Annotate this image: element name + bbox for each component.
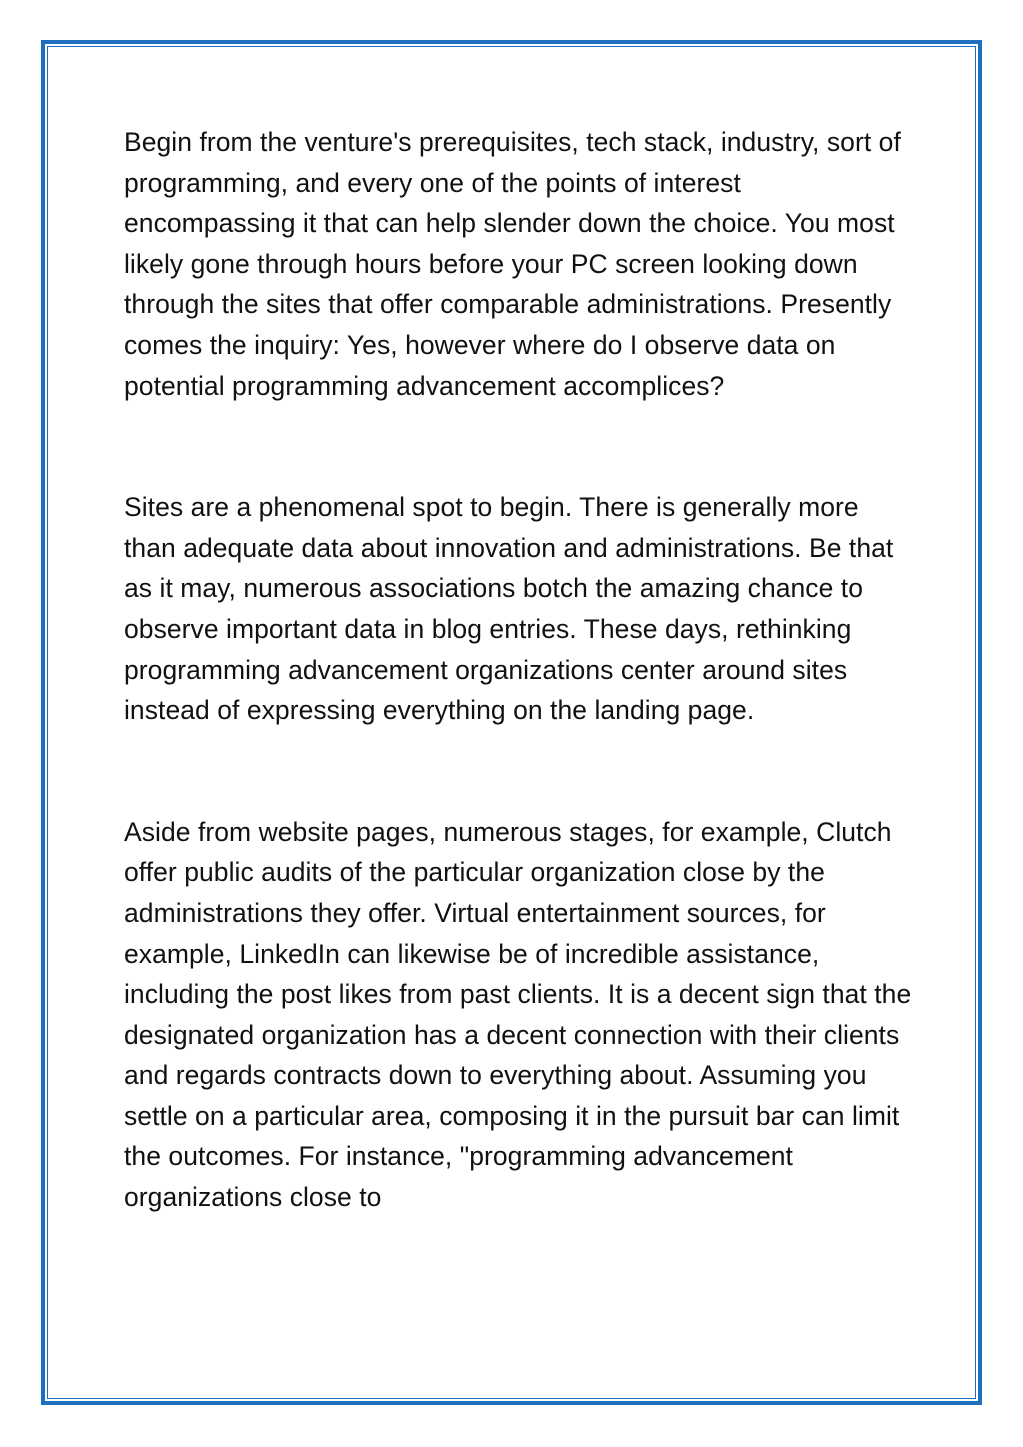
paragraph-2: Sites are a phenomenal spot to begin. There is generally more than adequate data about innovation and administrations. Be that as it may, numerous associations botch the amazing chance to observe important data in blog entries. These days, rethinking programming advancement organizations center around sites instead of expressing everything on the landing page. bbox=[124, 492, 894, 726]
document-body bbox=[124, 122, 914, 1218]
paragraph-3: Aside from website pages, numerous stages, for example, Clutch offer public audits of the particular organization close by the administrations they offer. Virtual entertainment sources, for example, LinkedIn can likewise be of incredible assistance, including the post likes from past clients. It is a decent sign that the designated organization has a decent connection with their clients and regards contracts down to everything about. Assuming you settle on a particular area, composing it in the pursuit bar can limit the outcomes. For instance, "programming advancement organizations close to bbox=[124, 816, 912, 1213]
paragraph-1: Begin from the venture's prerequisites, tech stack, industry, sort of programming, and every one of the points of interest encompassing it that can help slender down the choice. You most likely gone through hours before your PC screen looking down through the sites that offer comparable administrations. Presently comes the inquiry: Yes, however where do I observe data on potential programming advancement accomplices? bbox=[124, 127, 901, 401]
